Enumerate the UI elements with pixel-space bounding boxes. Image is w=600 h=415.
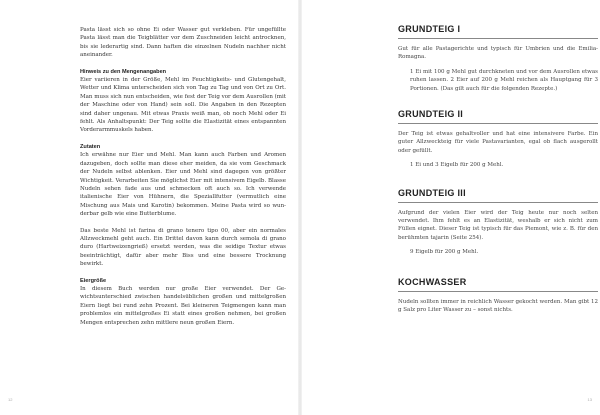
page-number-right: 13	[587, 397, 592, 402]
paragraph-zutaten-1: Ich erwähne nur Eier und Mehl. Man kann auch Farben und Aromen dazugeben, doch sollte man diese eher meiden, da sie vom Geschmack der Nudeln selbst ablenken. Eier und Mehl sind dagegen von größter Wichtigkeit. Verarbeiten Sie möglichst Eier mit intensivem Eigelb. Blasse Nudeln sehen fade aus und schmecken oft auch so. Ich verwende italienische Eier von Hühnern, die Speziallfutter (vermutlich eine Mischung aus Mais und Karotin) bekommen. Meine Pasta wird so wunderbar gelb wie eine Butterblume.	[80, 152, 286, 218]
heading-grundteig-3: GRUNDTEIG III	[398, 187, 466, 198]
heading-rule	[398, 202, 598, 203]
subheading-mengenangaben: Hinweis zu den Mengenangaben	[80, 68, 167, 75]
left-text-column	[80, 26, 286, 327]
paragraph-zutaten-2: Das beste Mehl ist farina di grano tenero tipo 00, aber ein normales Allzweckmehl geht auch. Ein Drittel davon kann durch semola di grano duro (Hartweizengrieß) ersetzt werden, was die seidige Textur etwas beeinträchtigt, dafür aber mehr Biss und eine bessere Trocknung bewirkt.	[80, 227, 286, 268]
paragraph-grundteig-2-intro: Der Teig ist etwas gehaltvoller und hat eine intensivere Farbe. Ein guter Allzweckteig für viele Pastavarianten, egal ob flach ausgerollt oder gefüllt.	[398, 131, 598, 154]
heading-kochwasser: KOCHWASSER	[398, 276, 467, 287]
heading-rule	[398, 291, 598, 292]
subheading-eiergroesse: Eiergröße	[80, 277, 107, 284]
heading-rule	[398, 38, 598, 39]
paragraph-kochwasser: Nudeln sollten immer in reichlich Wasser gekocht werden. Man gibt 12 g Salz pro Liter Wasser zu – sonst nichts.	[398, 298, 598, 314]
right-page	[302, 0, 600, 415]
right-text-column	[398, 24, 598, 315]
subheading-zutaten: Zutaten	[80, 143, 101, 150]
page-number-left: 12	[8, 397, 13, 402]
paragraph-eiergroesse: In diesem Buch werden nur große Eier verwendet. Der Gewichtsunterschied zwischen handelsüblichen großen und mittelgroßen Eiern liegt bei rund zehn Prozent. Bei kleineren Teigmengen kann man problemlos ein mittelgroßes Ei statt eines großen nehmen, bei großen Mengen entsprechen zehn mittlere neun großen Eiern.	[80, 285, 286, 326]
paragraph-grundteig-1-recipe: 1 Ei mit 100 g Mehl gut durchkneten und vor dem Ausrollen etwas ruhen lassen. 2 Eier auf 200 g Mehl reichen als Hauptgang für 3 Portionen. (Das gilt auch für die folgenden Rezepte.)	[410, 68, 598, 92]
heading-grundteig-2: GRUNDTEIG II	[398, 109, 464, 120]
paragraph-grundteig-3-recipe: 9 Eigelb für 200 g Mehl.	[410, 249, 479, 256]
left-page	[0, 0, 298, 415]
heading-rule	[398, 123, 598, 124]
intro-paragraph: Pasta lässt sich so ohne Ei oder Wasser gut verkleben. Für ungefüllte Pasta lässt man die Teigblätter vor dem Zuschneiden leicht antrocknen, bis sie lederartig sind. Dann haften die einzelnen Nudeln nachher nicht aneinander.	[80, 27, 286, 59]
paragraph-grundteig-3-intro: Aufgrund der vielen Eier wird der Teig heute nur noch selten verwendet. Ihm fehlt es an Elastizität, weshalb er sich nicht zum Füllen eignet. Dieser Teig ist typisch für das Piemont, wie z. B. für den berühmten tajarin (Seite 254).	[398, 209, 598, 241]
paragraph-grundteig-1-intro: Gut für alle Pastagerichte und typisch für Umbrien und die Emilia-Romagna.	[398, 46, 598, 61]
paragraph-grundteig-2-recipe: 1 Ei und 3 Eigelb für 200 g Mehl.	[410, 162, 504, 169]
paragraph-mengenangaben: Eier variieren in der Größe, Mehl im Feuchtigkeits- und Glutengehalt, Wetter und Klima unterscheiden sich von Tag zu Tag und von Ort zu Ort. Man muss sich nun entscheiden, wie fest der Teig vor dem Ausrollen (mit der Maschine oder von Hand) sein soll. Die Angaben in den Rezepten sind daher ungenau. Mit etwas Praxis weiß man, ob noch Mehl oder Ei fehlt. Als Anhaltspunkt: Der Teig sollte die Elastizität eines entspannten Vorderarmmuskels haben.	[80, 77, 286, 134]
heading-grundteig-1: GRUNDTEIG I	[398, 24, 461, 34]
